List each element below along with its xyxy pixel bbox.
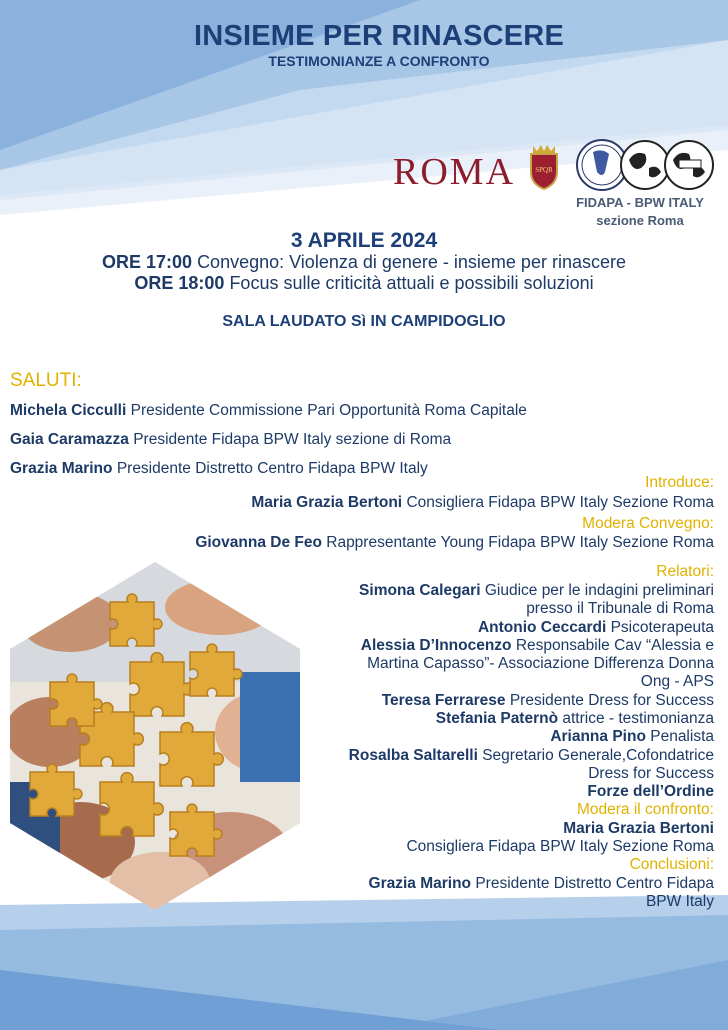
person-name: Rosalba Saltarelli: [348, 747, 478, 764]
person-role: attrice - testimonianza: [562, 710, 714, 727]
introduce-label: Introduce:: [645, 474, 714, 491]
person-name: Antonio Ceccardi: [477, 619, 607, 636]
program-time: ORE 17:00: [102, 252, 193, 272]
program-line-1: [0, 252, 728, 273]
relatori-item: [587, 783, 714, 801]
person-role-continued: Dress for Success: [588, 765, 714, 782]
person-role: Presidente Commissione Pari Opportunità Roma Capitale: [130, 402, 527, 419]
person-role: Responsabile Cav “Alessia e: [515, 637, 714, 654]
relatori-label: Relatori:: [656, 563, 714, 580]
person-name: Grazia Marino: [10, 460, 113, 477]
fidapa-section: sezione Roma: [596, 213, 684, 228]
relatori-item: [478, 619, 714, 637]
modera-convegno-label: Modera Convegno:: [582, 515, 714, 532]
modera-convegno-item: [195, 534, 714, 552]
person-role: Segretario Generale,Cofondatrice: [482, 747, 714, 764]
roma-logo-text: ROMA: [393, 151, 516, 193]
program-description: Convegno: Violenza di genere - insieme per rinascere: [197, 252, 626, 272]
relatori-item: [349, 747, 714, 765]
person-name: Simona Calegari: [359, 582, 481, 599]
roma-crest-icon: [527, 142, 561, 190]
event-venue: SALA LAUDATO Sì IN CAMPIDOGLIO: [222, 313, 506, 330]
person-name: Alessia D’Innocenzo: [360, 637, 512, 654]
person-role: Presidente Distretto Centro Fidapa BPW Italy: [116, 460, 428, 477]
conclusioni-item: [369, 875, 714, 893]
relatori-item: [361, 637, 714, 655]
person-name: Grazia Marino: [368, 875, 472, 892]
event-title: INSIEME PER RINASCERE: [194, 20, 564, 52]
saluti-item: [10, 460, 428, 478]
introduce-item: [251, 494, 714, 512]
person-role: Psicoterapeuta: [610, 619, 714, 636]
person-role: Presidente Dress for Success: [509, 692, 714, 709]
relatori-item: [550, 728, 714, 746]
person-name: Forze dell’Ordine: [587, 783, 714, 800]
fidapa-name: FIDAPA - BPW ITALY: [576, 195, 704, 210]
program-description: Focus sulle criticità attuali e possibili soluzioni: [229, 273, 594, 293]
person-name: Gaia Caramazza: [10, 431, 129, 448]
modera-confronto-name: [563, 820, 714, 838]
saluti-item: [10, 431, 451, 449]
person-role: Presidente Distretto Centro Fidapa: [475, 875, 714, 892]
person-role-continued: Ong - APS: [640, 673, 714, 690]
saluti-label: SALUTI:: [10, 370, 82, 391]
person-role: Giudice per le indagini preliminari: [484, 582, 714, 599]
person-role: Penalista: [650, 728, 714, 745]
crest-lettering: SPQR: [535, 166, 553, 174]
person-role: Presidente Fidapa BPW Italy sezione di Roma: [133, 431, 452, 448]
fidapa-logo-icon: [575, 138, 715, 192]
person-name: Teresa Ferrarese: [381, 692, 506, 709]
person-role-continued: Martina Capasso”- Associazione Differenza Donna: [367, 655, 714, 672]
modera-confronto-label: Modera il confronto:: [577, 801, 714, 818]
person-name: Michela Cicculli: [10, 402, 127, 419]
modera-confronto-role: Consigliera Fidapa BPW Italy Sezione Roma: [406, 838, 714, 855]
saluti-item: [10, 402, 527, 420]
person-role: Rappresentante Young Fidapa BPW Italy Sezione Roma: [326, 534, 714, 551]
program-time: ORE 18:00: [134, 273, 225, 293]
person-role-continued: BPW Italy: [645, 893, 714, 910]
relatori-item: [382, 692, 714, 710]
program-line-2: [0, 273, 728, 294]
person-name: Arianna Pino: [550, 728, 646, 745]
person-role-continued: presso il Tribunale di Roma: [526, 600, 714, 617]
conclusioni-label: Conclusioni:: [629, 856, 714, 873]
relatori-item: [436, 710, 714, 728]
person-name: Giovanna De Feo: [195, 534, 322, 551]
event-date: 3 APRILE 2024: [290, 229, 438, 252]
person-role: Consigliera Fidapa BPW Italy Sezione Roma: [406, 494, 714, 511]
relatori-item: [359, 582, 714, 600]
puzzle-hands-image: [10, 562, 300, 910]
person-name: Stefania Paternò: [435, 710, 559, 727]
person-name: Maria Grazia Bertoni: [563, 820, 714, 837]
event-subtitle: TESTIMONIANZE A CONFRONTO: [268, 53, 490, 69]
person-name: Maria Grazia Bertoni: [251, 494, 403, 511]
